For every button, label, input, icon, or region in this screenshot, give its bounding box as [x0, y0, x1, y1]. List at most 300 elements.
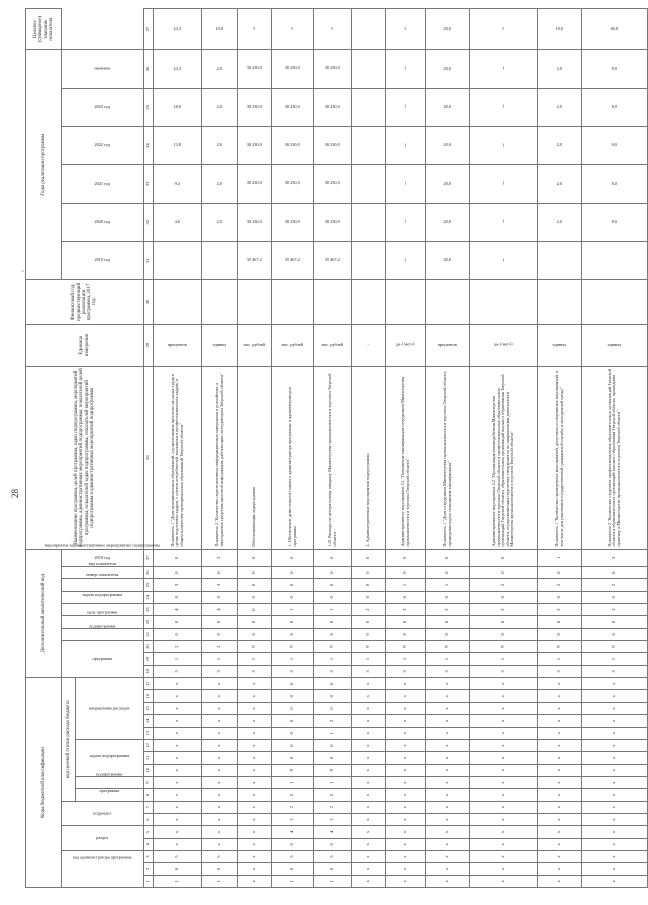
code-cell: 0 — [314, 579, 352, 591]
code-cell: x — [470, 727, 538, 739]
target-value-text: 10,0 — [215, 25, 224, 31]
code-cell: x — [386, 838, 426, 850]
year-value-text: 35 467,2 — [324, 257, 341, 263]
code-cell: 0 — [314, 739, 352, 751]
row-unit — [314, 324, 352, 366]
row-name: 1. Обеспечение деятельности главного администратора программы и администраторов программы — [272, 366, 314, 549]
code-cell: x — [538, 863, 582, 875]
year-value — [272, 50, 314, 88]
code-cell: x — [582, 678, 648, 691]
code-cell: 5 — [470, 665, 538, 677]
row-unit — [154, 324, 202, 366]
column-number: 2 — [144, 863, 154, 875]
code-cell: 0 — [582, 591, 648, 603]
code-cell: x — [426, 690, 470, 702]
code-cell: 0 — [238, 616, 272, 628]
code-cell: x — [470, 813, 538, 825]
target-value-text: 20,0 — [443, 25, 452, 31]
code-cell: 0 — [352, 579, 386, 591]
code-cell: 0 — [272, 579, 314, 591]
code-cell: 1 — [314, 727, 352, 739]
year-value — [386, 165, 426, 203]
admin-code-header — [62, 850, 144, 887]
target-value — [386, 9, 426, 50]
target-value-text: x — [502, 25, 505, 31]
corner-mark: › — [20, 270, 26, 272]
code-cell: 2 — [314, 715, 352, 727]
code-cell: x — [386, 875, 426, 887]
year-value — [272, 88, 314, 126]
year-value — [314, 50, 352, 88]
code-cell: x — [582, 801, 648, 813]
code-cell: 4 — [272, 826, 314, 838]
target-value — [352, 9, 386, 50]
year-value — [582, 126, 648, 164]
year-header-1-text: 2019 год — [94, 257, 111, 263]
code-cell: 0 — [272, 616, 314, 628]
code-cell: x — [202, 678, 238, 691]
code-cell: x — [582, 752, 648, 764]
code-cell: x — [202, 727, 238, 739]
year-value — [238, 241, 272, 279]
target-value — [582, 9, 648, 50]
code-cell: x — [386, 739, 426, 751]
code-cell: x — [386, 690, 426, 702]
code-cell: x — [386, 752, 426, 764]
code-cell: 0 — [154, 591, 202, 603]
column-number: 9 — [144, 776, 154, 788]
code-cell: 0 — [272, 690, 314, 702]
row-unit — [426, 324, 470, 366]
code-cell: 1 — [154, 875, 202, 887]
code-cell: 0 — [386, 549, 426, 566]
code-cell: 1 — [314, 603, 352, 615]
column-number: 32 — [144, 203, 154, 241]
code-cell: x — [154, 789, 202, 801]
year-value — [426, 165, 470, 203]
code-cell: x — [352, 776, 386, 788]
code-cell: x — [352, 813, 386, 825]
code-cell: x — [470, 801, 538, 813]
column-number: 36 — [144, 50, 154, 88]
year-value — [582, 88, 648, 126]
year-value-text: 8,0 — [611, 218, 618, 224]
code-cell: x — [238, 776, 272, 788]
code-cell: x — [582, 789, 648, 801]
code-cell: x — [582, 776, 648, 788]
code-cell: 1 — [314, 813, 352, 825]
column-number: 18 — [144, 665, 154, 677]
year-value — [538, 241, 582, 279]
code-cell: 9 — [272, 640, 314, 652]
year-value — [582, 50, 648, 88]
code-cell: 8 — [538, 566, 582, 578]
code-cell: 2 — [386, 603, 426, 615]
row-fin-year — [538, 280, 582, 324]
year-value — [352, 88, 386, 126]
year-value — [582, 203, 648, 241]
code-cell: 9 — [582, 640, 648, 652]
target-value-header-text: значение — [94, 65, 111, 71]
year-value-text: 30 230,0 — [246, 65, 263, 71]
row-unit — [470, 324, 538, 366]
direction-header-text: задача подпрограммы — [89, 752, 130, 758]
code-cell: 0 — [272, 715, 314, 727]
year-value — [154, 88, 202, 126]
code-cell: 0 — [272, 566, 314, 578]
year-value — [470, 50, 538, 88]
code-cell: 5 — [272, 789, 314, 801]
year-value-text: 1 — [404, 257, 407, 263]
column-number: 27 — [144, 549, 154, 566]
year-value — [426, 50, 470, 88]
column-number: 22 — [144, 616, 154, 628]
column-number: 7 — [144, 801, 154, 813]
row-name: Показатель 2 "Количество подготовленных информационных материалов в российских и иностранных средствах массовой информации, работающих на территории Тверской области" — [202, 366, 238, 549]
code-cell: 0 — [314, 591, 352, 603]
code-cell: x — [238, 850, 272, 862]
code-cell: 5 — [314, 789, 352, 801]
code-cell: x — [238, 875, 272, 887]
code-cell: 5 — [538, 665, 582, 677]
code-cell: x — [426, 801, 470, 813]
target-value-text: 40,0 — [610, 25, 619, 31]
code-cell: x — [470, 863, 538, 875]
code-cell: 0 — [154, 628, 202, 640]
table-row — [314, 9, 352, 888]
code-cell: 0 — [314, 628, 352, 640]
code-cell: x — [154, 801, 202, 813]
code-cell: 0 — [352, 628, 386, 640]
year-value-text: 30 230,0 — [284, 65, 301, 71]
code-cell: 0 — [202, 863, 238, 875]
code-cell: x — [538, 838, 582, 850]
code-cell: 1 — [154, 653, 202, 665]
code-cell: 1 — [538, 549, 582, 566]
column-number: 28 — [144, 366, 154, 549]
year-value — [352, 241, 386, 279]
code-cell: 2 — [272, 801, 314, 813]
code-cell: 0 — [272, 727, 314, 739]
code-cell: 1 — [272, 653, 314, 665]
code-cell: x — [582, 863, 648, 875]
code-cell: 5 — [582, 665, 648, 677]
table-row — [154, 9, 202, 888]
year-value-text: 1 — [502, 218, 505, 224]
code-cell: 5 — [202, 850, 238, 862]
name-header: Наименование программы, целей программы, задач подпрограммы, мероприятий подпрограммы, административных мероприятий подпрограммы, показателей целей программы, показателей задач подпрограммы, показателей мероприятий подпрограммы и административных мероприятий подпрограммы — [26, 366, 144, 549]
an-task-sub-header-text: задача подпрограммы — [82, 592, 123, 598]
code-cell: 0 — [272, 838, 314, 850]
target-value-header — [62, 50, 144, 88]
code-cell: x — [582, 850, 648, 862]
table-row — [386, 9, 426, 888]
row-unit-text: да-1/нет-0 — [494, 341, 513, 347]
code-cell: 0 — [470, 549, 538, 566]
code-cell: 2 — [538, 603, 582, 615]
year-value-text: 1 — [502, 180, 505, 186]
year-value — [538, 50, 582, 88]
year-value — [202, 203, 238, 241]
subprogram-header-text: подпрограмма — [96, 771, 123, 777]
code-cell: 0 — [272, 628, 314, 640]
program-table — [25, 8, 648, 888]
razdel-header-text: раздел — [96, 834, 109, 840]
year-value — [314, 165, 352, 203]
year-value-text: 20,0 — [443, 180, 452, 186]
row-fin-year — [470, 280, 538, 324]
column-number: 1 — [144, 875, 154, 887]
year-header-3 — [62, 165, 144, 203]
year-value — [314, 203, 352, 241]
year-value-text: 30 230,0 — [324, 65, 341, 71]
row-unit — [352, 324, 386, 366]
code-cell: 1 — [386, 579, 426, 591]
code-cell: x — [538, 727, 582, 739]
year-header-0-text: 2018 год — [94, 554, 111, 560]
code-cell: 9 — [314, 640, 352, 652]
code-cell: 0 — [314, 678, 352, 691]
code-cell: x — [386, 776, 426, 788]
target-code-header: код целевой статьи расхода бюджета — [62, 678, 76, 802]
code-cell: x — [154, 776, 202, 788]
an-subprogram-header-text: подпрограмма — [89, 623, 116, 629]
code-cell: x — [426, 764, 470, 776]
code-cell: 4 — [314, 826, 352, 838]
table-row — [202, 9, 238, 888]
code-cell: x — [538, 776, 582, 788]
an-measure-no-header — [62, 571, 144, 591]
code-cell: x — [352, 826, 386, 838]
admin-code-header-text: код администратора программы — [73, 854, 132, 860]
code-cell: x — [238, 813, 272, 825]
year-value — [538, 88, 582, 126]
code-cell: 0 — [314, 702, 352, 714]
code-cell: 9 — [314, 764, 352, 776]
row-fin-year — [154, 280, 202, 324]
year-value-text: 20,0 — [443, 65, 452, 71]
year-value — [154, 165, 202, 203]
target-value — [314, 9, 352, 50]
code-cell: 9 — [538, 640, 582, 652]
code-cell: 0 — [538, 616, 582, 628]
year-value-text: 1 — [502, 104, 505, 110]
code-cell: x — [470, 690, 538, 702]
year-value — [238, 50, 272, 88]
code-cell: 0 — [426, 628, 470, 640]
code-cell: x — [538, 752, 582, 764]
code-cell: x — [582, 875, 648, 887]
code-cell: x — [352, 715, 386, 727]
code-cell: x — [538, 813, 582, 825]
code-cell: x — [538, 690, 582, 702]
code-cell: 0 — [470, 591, 538, 603]
code-cell: x — [538, 826, 582, 838]
row-unit-text: - — [367, 341, 370, 347]
code-cell: x — [426, 752, 470, 764]
razdel-header — [62, 826, 144, 851]
code-cell: x — [386, 826, 426, 838]
column-number: 4 — [144, 838, 154, 850]
code-cell: x — [426, 826, 470, 838]
code-cell: x — [352, 850, 386, 862]
year-value-text: 20,0 — [443, 218, 452, 224]
code-cell: x — [352, 875, 386, 887]
year-value — [538, 165, 582, 203]
code-cell: x — [426, 739, 470, 751]
code-cell: 5 — [154, 665, 202, 677]
code-cell: x — [470, 838, 538, 850]
year-value — [386, 50, 426, 88]
year-value — [238, 203, 272, 241]
code-cell: x — [238, 702, 272, 714]
year-value — [426, 203, 470, 241]
code-cell: 2 — [470, 603, 538, 615]
row-unit-text: процентов — [437, 341, 458, 347]
code-cell: x — [538, 702, 582, 714]
code-cell: x — [202, 801, 238, 813]
code-cell: 0 — [426, 591, 470, 603]
year-value-text: 30 230,0 — [284, 104, 301, 110]
code-cell: 0 — [582, 616, 648, 628]
code-cell: 1 — [272, 813, 314, 825]
column-number: 21 — [144, 628, 154, 640]
year-value-text: 30 230,0 — [324, 104, 341, 110]
target-value — [202, 9, 238, 50]
code-cell: x — [426, 727, 470, 739]
year-value — [352, 165, 386, 203]
header-row-1 — [26, 9, 62, 888]
code-cell: x — [202, 752, 238, 764]
code-cell: 0 — [238, 628, 272, 640]
year-value-text: 30 230,0 — [284, 180, 301, 186]
code-cell: 9 — [272, 764, 314, 776]
code-cell: 2 — [202, 549, 238, 566]
code-cell: x — [202, 702, 238, 714]
code-cell: x — [154, 764, 202, 776]
column-number: 17 — [144, 678, 154, 691]
table-row — [238, 9, 272, 888]
code-cell: x — [154, 715, 202, 727]
year-value — [470, 126, 538, 164]
podrazdel-header — [62, 801, 144, 826]
column-number: 6 — [144, 813, 154, 825]
code-cell: 0 — [386, 628, 426, 640]
code-cell: 0 — [386, 616, 426, 628]
code-cell: 0 — [272, 549, 314, 566]
column-number: 5 — [144, 826, 154, 838]
code-cell: x — [202, 764, 238, 776]
code-cell: 5 — [202, 665, 238, 677]
code-cell: x — [352, 801, 386, 813]
code-cell: 0 — [314, 549, 352, 566]
code-cell: 0 — [352, 566, 386, 578]
code-cell: x — [470, 702, 538, 714]
year-value-text: 8,0 — [611, 142, 618, 148]
code-cell: x — [352, 727, 386, 739]
code-cell: x — [238, 739, 272, 751]
year-value-text: 35 467,2 — [284, 257, 301, 263]
code-cell: 2 — [202, 640, 238, 652]
year-value — [202, 165, 238, 203]
an-task-program-header-text: цель программы — [87, 609, 118, 615]
row-unit — [386, 324, 426, 366]
target-value-text: 10,0 — [555, 25, 564, 31]
target-value — [470, 9, 538, 50]
direction2-header-text: направление расходов — [89, 705, 130, 711]
column-number: 29 — [144, 324, 154, 366]
code-cell: 0 — [352, 616, 386, 628]
code-cell: 5 — [314, 850, 352, 862]
year-value-text: 8,0 — [611, 104, 618, 110]
code-cell: x — [202, 789, 238, 801]
year-value — [426, 126, 470, 164]
code-cell: 9 — [352, 640, 386, 652]
column-number: 20 — [144, 640, 154, 652]
year-value-text: 1 — [502, 142, 505, 148]
code-cell: x — [538, 789, 582, 801]
row-name: Показатель 2 "Количество студентов профессиональных образовательных организаций Тверской области и образовательных организаций высшего образования Тверской области, прошедших практику в Министерстве промышленности и торговли Тверской области" — [582, 366, 648, 549]
year-value — [238, 165, 272, 203]
code-cell: x — [154, 727, 202, 739]
code-cell: 0 — [386, 566, 426, 578]
year-value-text: 2,0 — [216, 180, 223, 186]
year-value — [314, 88, 352, 126]
code-cell: 0 — [238, 579, 272, 591]
code-cell: x — [386, 813, 426, 825]
year-value-text: 1 — [404, 104, 407, 110]
code-cell: x — [426, 813, 470, 825]
column-number: 8 — [144, 789, 154, 801]
row-fin-year — [352, 280, 386, 324]
year-value-text: 8,0 — [611, 65, 618, 71]
code-cell: x — [386, 727, 426, 739]
year-value — [352, 203, 386, 241]
code-cell: 2 — [470, 579, 538, 591]
code-cell: 0 — [470, 566, 538, 578]
year-header-2-text: 2020 год — [94, 218, 111, 224]
code-cell: x — [202, 838, 238, 850]
code-cell: 0 — [426, 616, 470, 628]
code-cell: 1 — [272, 776, 314, 788]
code-cell: 5 — [426, 665, 470, 677]
code-cell: 1 — [386, 653, 426, 665]
code-cell: x — [238, 715, 272, 727]
table-row — [582, 9, 648, 888]
year-value-text: 2,0 — [216, 142, 223, 148]
year-value-text: 2,0 — [556, 180, 563, 186]
row-fin-year — [582, 280, 648, 324]
row-unit-text: единиц — [212, 341, 227, 347]
year-header-4 — [62, 126, 144, 164]
column-number: 30 — [144, 280, 154, 324]
year-value-text: 30 230,0 — [324, 218, 341, 224]
row-unit-text: тыс. рублей — [321, 341, 344, 347]
year-value-text: 20,0 — [443, 257, 452, 263]
code-cell: x — [386, 764, 426, 776]
table-row — [272, 9, 314, 888]
column-number: 15 — [144, 702, 154, 714]
program-header-text: программа — [99, 787, 120, 793]
code-cell: 0 — [154, 616, 202, 628]
code-cell: 1 — [426, 579, 470, 591]
budget-class-header: Коды бюджетной классификации — [26, 678, 62, 888]
code-cell: 5 — [238, 665, 272, 677]
year-value — [426, 241, 470, 279]
year-value — [352, 126, 386, 164]
column-number: 37 — [144, 9, 154, 50]
year-value — [202, 50, 238, 88]
